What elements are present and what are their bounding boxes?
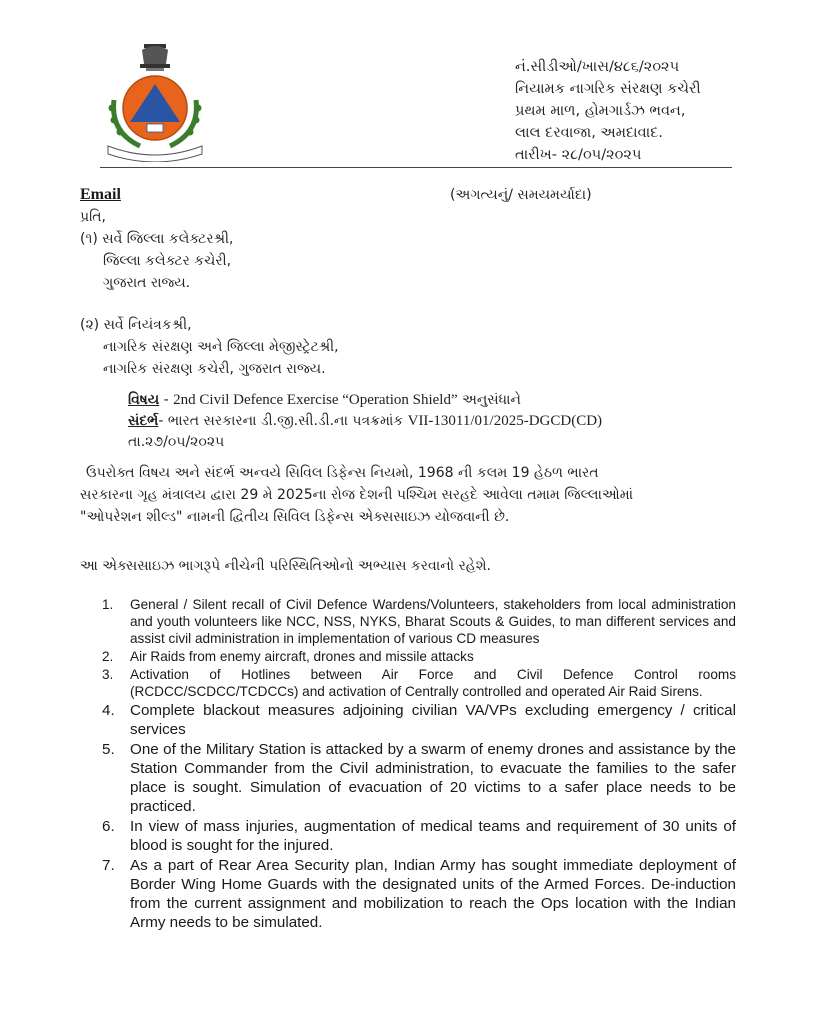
reference-text: ભારત સરકારના ડી.જી.સી.ડી.ના પત્રક્રમાંક bbox=[167, 413, 408, 429]
reference-label: સંદર્ભ bbox=[128, 413, 159, 429]
recipient-block-2 bbox=[80, 314, 339, 380]
scenario-list bbox=[96, 596, 736, 932]
recipient-line: ગુજરાત રાજ્ય. bbox=[103, 275, 191, 291]
recipient-line: જિલ્લા કલેક્ટર કચેરી, bbox=[103, 253, 232, 269]
paragraph-line: સરકારના ગૃહ મંત્રાલય દ્વારા 29 મે 2025ના રોજ દેશની પશ્ચિમ સરહદે આવેલા તમામ જિલ્લાઓમાં bbox=[80, 487, 634, 503]
reference-line: સંદર્ભ- ભારત સરકારના ડી.જી.સી.ડી.ના પત્રક્રમાંક VII-13011/01/2025-DGCD(CD) bbox=[128, 413, 603, 429]
list-item: 6. In view of mass injuries, augmentation of medical teams and requirement of 30 units of blood is sought for the injured. bbox=[102, 818, 736, 854]
list-item: 5. One of the Military Station is attacked by a swarm of enemy drones and assistance by the Station Commander from the Civil administration, to evacuate the families to the safer place is sought. Simulation of evacuation of 20 victims to a safer place needs to be practiced. bbox=[102, 741, 736, 815]
address-line-1: પ્રથમ માળ, હોમગાર્ડઝ ભવન, bbox=[515, 103, 686, 119]
recipient-block-1 bbox=[80, 206, 233, 294]
list-item: 1. General / Silent recall of Civil Defence Wardens/Volunteers, stakeholders from local administration and youth volunteers like NCC, NSS, NYKS, Bharat Scouts & Guides, to man different services and assist civil administration in implementation of various CD measures bbox=[102, 597, 736, 646]
list-item: 4. Complete blackout measures adjoining civilian VA/VPs excluding emergency / critical services bbox=[102, 702, 736, 738]
recipient-line: (૧) સર્વે જિલ્લા કલેક્ટરશ્રી, bbox=[80, 231, 234, 247]
subject-text: 2nd Civil Defence Exercise “Operation Shield” bbox=[173, 392, 458, 408]
header-divider bbox=[100, 167, 732, 168]
urgency-note: (અગત્યનું/ સમયમર્યાદા) bbox=[450, 187, 592, 203]
paragraph-line: ઉપરોક્ત વિષય અને સંદર્ભ અન્વયે સિવિલ ડિફેન્સ નિયમો, 1968 ની કલમ 19 હેઠળ ભારત bbox=[86, 465, 599, 481]
to-label: પ્રતિ, bbox=[80, 209, 106, 225]
subject-block bbox=[128, 390, 602, 453]
sender-address-block bbox=[515, 56, 701, 166]
reference-number: VII-13011/01/2025-DGCD(CD) bbox=[407, 413, 603, 429]
paragraph-line: "ઓપરેશન શીલ્ડ" નામની દ્વિતીય સિવિલ ડિફેન્સ એક્સસાઇઝ યોજવાની છે. bbox=[80, 509, 510, 525]
subject-label: વિષય bbox=[128, 392, 160, 408]
exercise-intro: આ એક્સસાઇઝ ભાગરૂપે નીચેની પરિસ્થિતિઓનો અભ્યાસ કરવાનો રહેશે. bbox=[80, 558, 492, 574]
recipient-line: નાગરિક સંરક્ષણ કચેરી, ગુજરાત રાજ્ય. bbox=[103, 361, 326, 377]
address-line-2: લાલ દરવાજા, અમદાવાદ. bbox=[515, 125, 663, 141]
list-item: 3. Activation of Hotlines between Air Force and Civil Defence Control rooms (RCDCC/SCDCC/TCDCCs) and activation of Centrally controlled and operated Air Raid Sirens. bbox=[102, 667, 736, 699]
list-item: 7. As a part of Rear Area Security plan, Indian Army has sought immediate deployment of Border Wing Home Guards with the designated units of the Armed Forces. De-induction from the current assignment and mobilization to reach the Ops location with the Indian Army needs to be simulated. bbox=[102, 857, 736, 931]
recipient-line: (૨) સર્વે નિયંત્રકશ્રી, bbox=[80, 317, 192, 333]
letter-number: નં.સીડીઓ/ખાસ/૪૮૬/૨૦૨૫ bbox=[515, 59, 680, 75]
office-name: નિયામક નાગરિક સંરક્ષણ કચેરી bbox=[515, 81, 701, 97]
letter-date: તારીખ- ૨૮/૦૫/૨૦૨૫ bbox=[515, 147, 642, 163]
subject-line: વિષય - 2nd Civil Defence Exercise “Operation Shield” અનુસંધાને bbox=[128, 392, 521, 408]
reference-date: તા.૨૭/૦૫/૨૦૨૫ bbox=[128, 434, 225, 450]
recipient-line: નાગરિક સંરક્ષણ અને જિલ્લા મેજીસ્ટ્રેટશ્રી, bbox=[103, 339, 339, 355]
body-paragraph bbox=[80, 462, 734, 528]
civil-defence-emblem-icon bbox=[100, 42, 210, 162]
list-item: 2. Air Raids from enemy aircraft, drones and missile attacks bbox=[102, 649, 474, 664]
email-label: Email bbox=[80, 186, 121, 203]
